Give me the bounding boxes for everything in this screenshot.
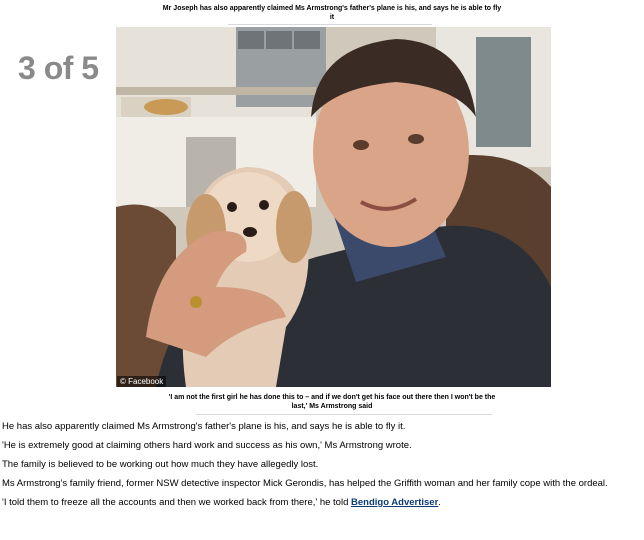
paragraph-end: . — [438, 497, 441, 508]
bottom-image-caption: 'I am not the first girl he has done this to – and if we don't get his face out there then I won't be the last,' Ms Armstrong said — [168, 394, 496, 410]
caption-divider-bottom — [196, 414, 492, 415]
article-paragraph: The family is believed to be working out how much they have allegedly lost. — [2, 459, 319, 470]
top-image-caption: Mr Joseph has also apparently claimed Ms Armstrong's father's plane is his, and says he is able to fly it — [162, 5, 502, 21]
article-paragraph: 'He is extremely good at claiming others hard work and success as his own,' Ms Armstrong wrote. — [2, 440, 412, 451]
article-body — [2, 421, 642, 516]
article-paragraph-last — [2, 497, 642, 508]
article-paragraph: Ms Armstrong's family friend, former NSW detective inspector Mick Gerondis, has helped the Griffith woman and her family cope with the ordeal. — [2, 478, 608, 489]
article-paragraph: He has also apparently claimed Ms Armstrong's father's plane is his, and says he is able to fly it. — [2, 421, 406, 432]
gallery-counter: 3 of 5 — [18, 50, 99, 86]
photo-credit: © Facebook — [117, 376, 166, 387]
source-link[interactable]: Bendigo Advertiser — [351, 497, 439, 508]
paragraph-text: 'I told them to freeze all the accounts and then we worked back from there,' he told — [2, 497, 351, 508]
photo-illustration — [116, 27, 551, 387]
gallery-photo[interactable] — [116, 27, 551, 387]
caption-divider-top — [228, 24, 432, 25]
